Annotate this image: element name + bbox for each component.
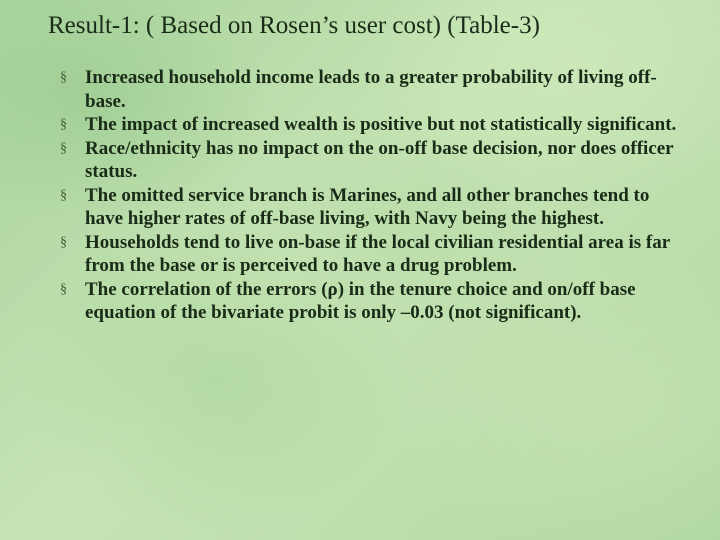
bullet-marker-icon: § [60,70,67,85]
bullet-item [60,66,690,113]
bullet-item [60,231,690,278]
bullet-text: Households tend to live on-base if the local civilian residential area is far from the base or is perceived to have a drug problem. [85,231,670,276]
bullet-text: The omitted service branch is Marines, and all other branches tend to have higher rates of off-base living, with Navy being the highest. [85,184,650,229]
bullet-item [60,113,690,137]
bullet-item [60,137,690,184]
bullet-text: The correlation of the errors (ρ) in the tenure choice and on/off base equation of the bivariate probit is only –0.03 (not significant). [85,278,636,323]
bullet-text: Increased household income leads to a greater probability of living off-base. [85,67,657,112]
bullet-text: The impact of increased wealth is positive but not statistically significant. [85,114,677,135]
bullet-marker-icon: § [60,187,67,203]
bullet-list [60,66,690,325]
bullet-marker-icon: § [60,117,67,132]
bullet-marker-icon: § [60,140,67,156]
bullet-item [60,184,690,231]
bullet-marker-icon: § [60,281,67,297]
bullet-item [60,278,690,325]
slide-title: Result-1: ( Based on Rosen’s user cost) (Table-3) [48,12,540,39]
bullet-marker-icon: § [60,234,67,250]
bullet-text: Race/ethnicity has no impact on the on-off base decision, nor does officer status. [85,137,674,182]
